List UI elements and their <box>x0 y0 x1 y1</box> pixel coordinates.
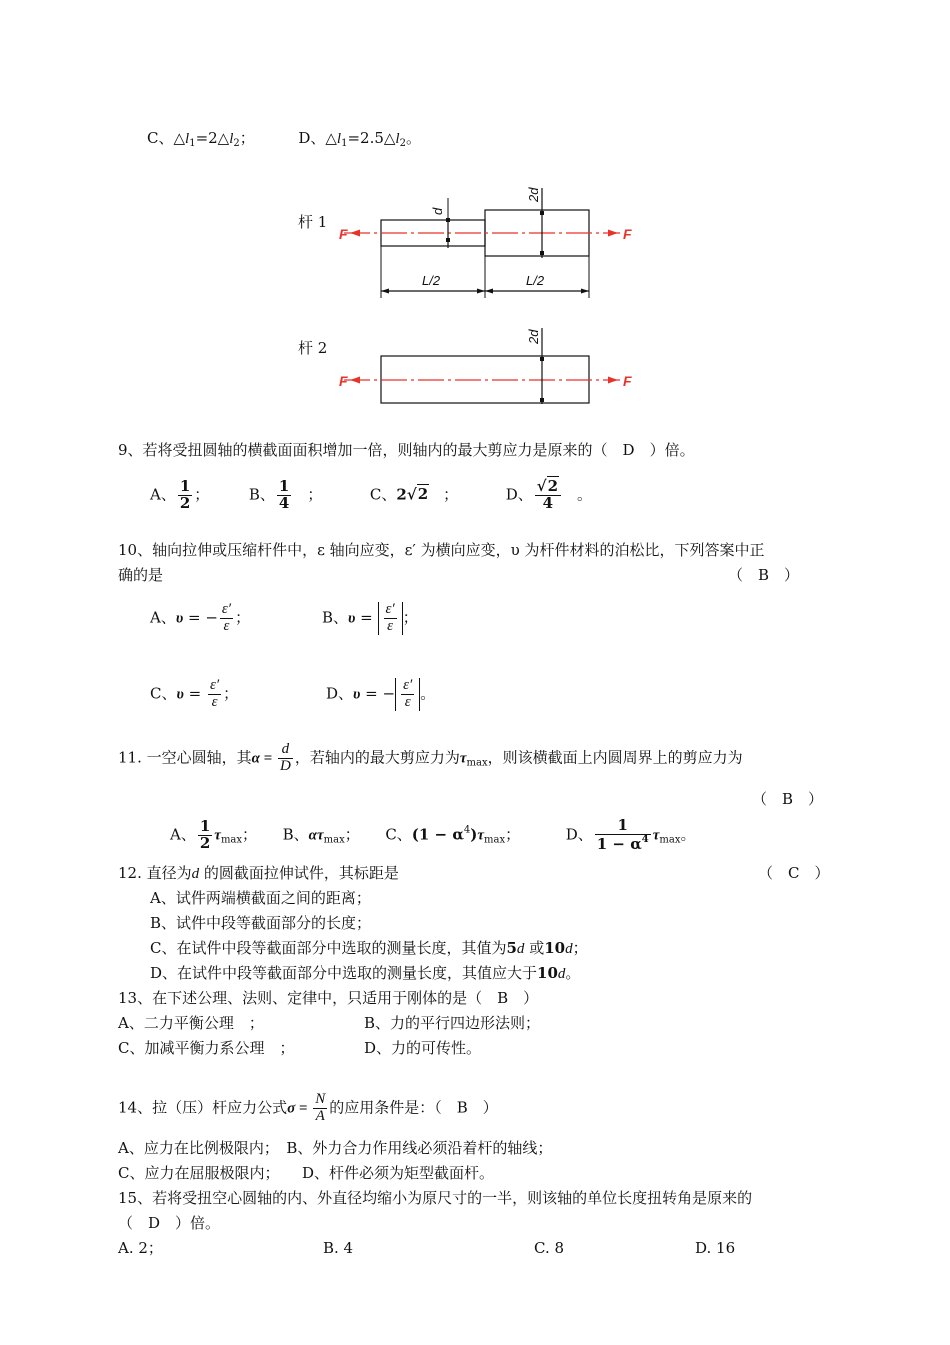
q10-stem-line1: 10、轴向拉伸或压缩杆件中，ε 轴向应变，ε′ 为横向应变，υ 为杆件材料的泊松比，下列答案中正 <box>118 541 765 559</box>
q14-options-cd: C、应力在屈服极限内； D、杆件必须为矩型截面杆。 <box>118 1164 495 1182</box>
rod1-arrow-left <box>350 230 360 237</box>
q10-option-b: B、υ = $\frac{\varepsilon'}{\varepsilon}$ ； <box>322 601 418 634</box>
q12-stem: 12. 直径为d 的圆截面拉伸试件，其标距是 <box>118 864 399 882</box>
q12-option-d: D、在试件中段等截面部分中选取的测量长度，其值应大于10d。 <box>150 964 581 982</box>
rod1-label: 杆 1 <box>298 213 328 231</box>
rod1-small-diameter-label: d <box>430 207 445 215</box>
q10-option-c: C、υ = $\frac{\varepsilon'}{\varepsilon}$ ； <box>150 677 239 710</box>
q15-option-a: A. 2； <box>118 1239 163 1257</box>
q13-option-d: D、力的可传性。 <box>364 1039 482 1057</box>
q11-options: A、 $\frac{1}{2}$ $\tau_{max}$； B、$\alpha\tau_{max}$； C、$(1 - \alpha^4)\tau_{max}$； D、 $\frac{1}{1 - \alpha^4}$ $\tau_{max}$。 <box>170 816 696 853</box>
q15-stem-line2: （ D ）倍。 <box>118 1214 221 1232</box>
q9-a-fraction: $\frac{1}{2}$ <box>179 477 191 512</box>
q15-option-c: C. 8 <box>534 1239 565 1257</box>
q14-options-ab: A、应力在比例极限内； B、外力合力作用线必须沿着杆的轴线； <box>118 1139 553 1157</box>
q15-option-d: D. 16 <box>695 1239 736 1257</box>
q12-option-a: A、试件两端横截面之间的距离； <box>150 889 371 907</box>
top-options-line: C、$\triangle l_1=2\triangle l_2$； D、$\triangle l_1=2.5\triangle l_2$。 <box>147 129 421 149</box>
rod2-diagram <box>330 322 630 412</box>
q10-stem-line2: 确的是 <box>118 566 164 584</box>
rod2-arrow-left <box>350 377 360 384</box>
rod1-arrow-right <box>608 230 618 237</box>
rod1-length-left: L/2 <box>422 273 441 288</box>
rod1-force-left: F <box>339 226 348 242</box>
q11-answer: （ B ） <box>752 790 824 808</box>
q12-answer: （ C ） <box>758 864 830 882</box>
rod1-force-right: F <box>623 226 632 242</box>
rod2-diameter-label: 2d <box>526 329 541 344</box>
q10-answer: （ B ） <box>728 566 800 584</box>
q9-b-fraction: $\frac{1}{4}$ <box>278 477 290 512</box>
q11-stem: 11. 一空心圆轴，其α = $\frac{d}{D}$ ，若轴内的最大剪应力为$\tau_{max}$，则该横截面上内圆周界上的剪应力为 <box>118 741 743 774</box>
q15-option-b: B. 4 <box>323 1239 354 1257</box>
q12-option-c: C、在试件中段等截面部分中选取的测量长度，其值为5d 或10d； <box>150 939 588 957</box>
rod1-length-right: L/2 <box>526 273 545 288</box>
rod2-arrow-right <box>608 377 618 384</box>
q9-d-fraction: $\frac{√2}{4}$ <box>535 479 561 512</box>
q9-options: A、 $\frac{1}{2}$ ； B、 $\frac{1}{4}$ ； C、2√2 ； D、 $\frac{√2}{4}$ 。 <box>150 477 593 512</box>
rod2-force-left: F <box>339 373 348 389</box>
q12-option-b: B、试件中段等截面部分的长度； <box>150 914 372 932</box>
q14-stem: 14、拉（压）杆应力公式σ = $\frac{N}{A}$ 的应用条件是：（ B ） <box>118 1091 498 1124</box>
q13-option-a: A、二力平衡公理 ； <box>118 1014 264 1032</box>
q13-option-c: C、加减平衡力系公理 ； <box>118 1039 295 1057</box>
rod1-large-diameter-label: 2d <box>526 187 541 202</box>
q10-option-a: A、υ = − $\frac{\varepsilon'}{\varepsilon}$ ； <box>150 601 251 634</box>
q13-option-b: B、力的平行四边形法则； <box>364 1014 541 1032</box>
rod2-label: 杆 2 <box>298 339 328 357</box>
rod2-force-right: F <box>623 373 632 389</box>
q10-option-d: D、υ = − $\frac{\varepsilon'}{\varepsilon}$ 。 <box>326 677 436 710</box>
q9-stem: 9、若将受扭圆轴的横截面面积增加一倍，则轴内的最大剪应力是原来的（ D ）倍。 <box>118 441 695 459</box>
rod1-diagram <box>330 180 630 305</box>
q9-c-value: 2√2 <box>396 485 429 504</box>
q15-stem-line1: 15、若将受扭空心圆轴的内、外直径均缩小为原尺寸的一半，则该轴的单位长度扭转角是原来的 <box>118 1189 753 1207</box>
q13-stem: 13、在下述公理、法则、定律中，只适用于刚体的是（ B ） <box>118 989 539 1007</box>
